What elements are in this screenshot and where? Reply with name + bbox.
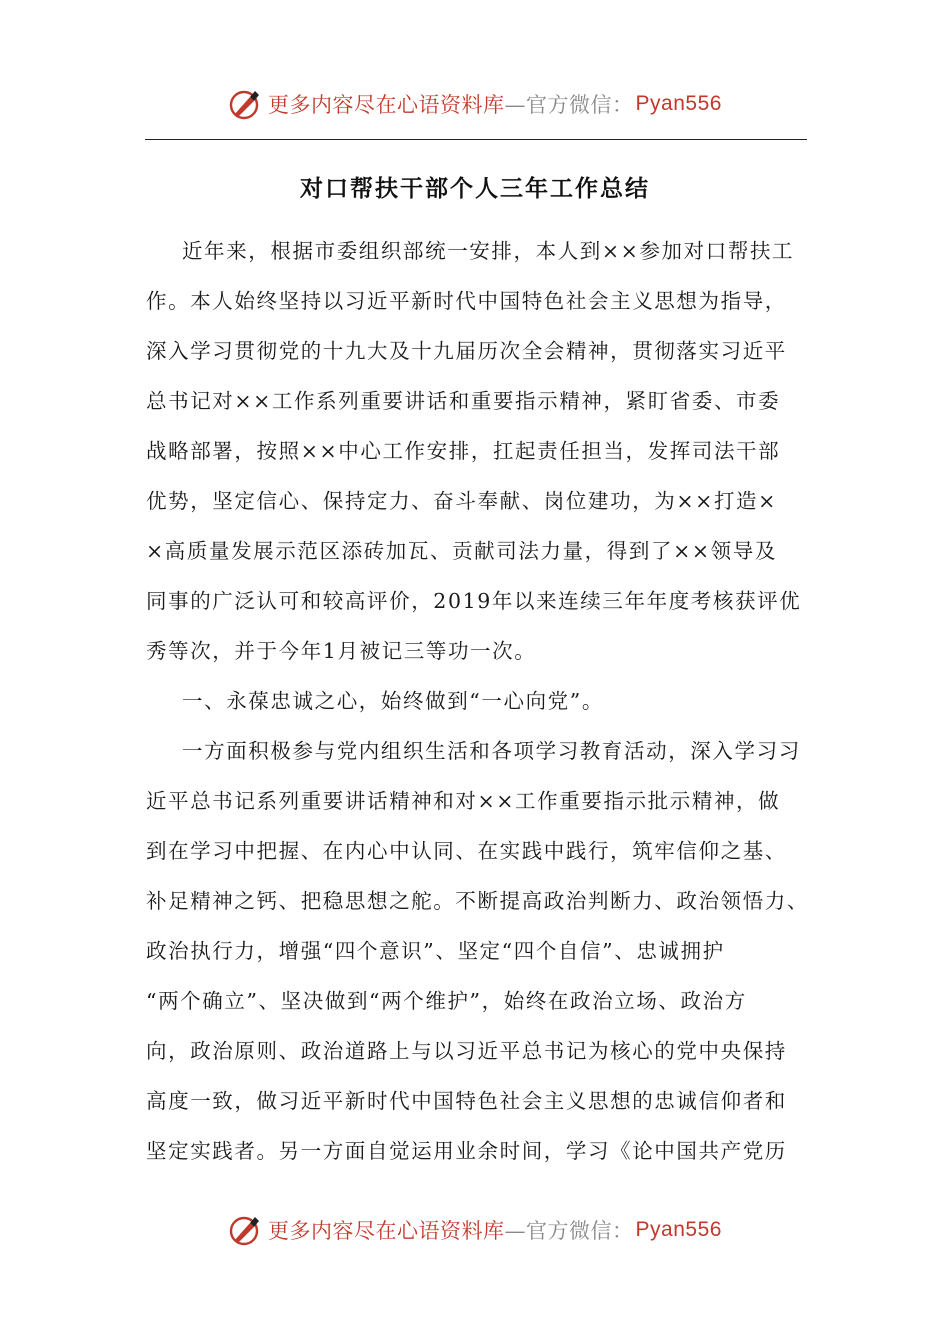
banner-text: 更多内容尽在心语资料库 bbox=[268, 1219, 505, 1243]
paragraph-line: 作。本人始终坚持以习近平新时代中国特色社会主义思想为指导， bbox=[146, 289, 787, 313]
paragraph-line: 秀等次，并于今年1月被记三等功一次。 bbox=[146, 639, 537, 663]
banner-separator: —官方微信： bbox=[504, 93, 634, 117]
banner-wechat-id: Pyan556 bbox=[635, 1218, 722, 1241]
paragraph-line: 坚定实践者。另一方面自觉运用业余时间，学习《论中国共产党历 bbox=[146, 1139, 787, 1163]
paragraph-line: “两个确立”、坚决做到“两个维护”，始终在政治立场、政治方 bbox=[146, 989, 747, 1013]
paragraph-line: ×高质量发展示范区添砖加瓦、贡献司法力量，得到了××领导及 bbox=[146, 539, 777, 563]
section-heading: 一、永葆忠诚之心，始终做到“一心向党”。 bbox=[182, 689, 604, 713]
paragraph-line: 总书记对××工作系列重要讲话和重要指示精神，紧盯省委、市委 bbox=[146, 389, 781, 413]
paragraph-line: 优势，坚定信心、保持定力、奋斗奉献、岗位建功，为××打造× bbox=[146, 489, 777, 513]
paragraph-line: 向，政治原则、政治道路上与以习近平总书记为核心的党中央保持 bbox=[146, 1039, 787, 1063]
pen-logo-icon bbox=[228, 87, 262, 121]
banner-text: 更多内容尽在心语资料库 bbox=[268, 93, 505, 117]
paragraph-line: 补足精神之钙、把稳思想之舵。不断提高政治判断力、政治领悟力、 bbox=[146, 889, 809, 913]
paragraph-line: 近平总书记系列重要讲话精神和对××工作重要指示批示精神，做 bbox=[146, 789, 781, 813]
header-banner bbox=[0, 84, 950, 124]
paragraph-line: 政治执行力，增强“四个意识”、坚定“四个自信”、忠诚拥护 bbox=[146, 939, 725, 963]
paragraph-line: 深入学习贯彻党的十九大及十九届历次全会精神，贯彻落实习近平 bbox=[146, 339, 787, 363]
paragraph-line: 高度一致，做习近平新时代中国特色社会主义思想的忠诚信仰者和 bbox=[146, 1089, 787, 1113]
banner-wechat-id: Pyan556 bbox=[635, 92, 722, 115]
pen-logo-icon bbox=[228, 1213, 262, 1247]
paragraph-line: 到在学习中把握、在内心中认同、在实践中践行，筑牢信仰之基、 bbox=[146, 839, 787, 863]
footer-banner bbox=[0, 1210, 950, 1250]
paragraph-line: 一方面积极参与党内组织生活和各项学习教育活动，深入学习习 bbox=[182, 739, 801, 763]
banner-separator: —官方微信： bbox=[504, 1219, 634, 1243]
document-title: 对口帮扶干部个人三年工作总结 bbox=[300, 176, 650, 202]
paragraph-line: 同事的广泛认可和较高评价，2019年以来连续三年年度考核获评优 bbox=[146, 589, 802, 613]
header-divider bbox=[145, 139, 807, 140]
document-body bbox=[146, 226, 809, 1176]
paragraph-line: 近年来，根据市委组织部统一安排，本人到××参加对口帮扶工 bbox=[182, 239, 795, 263]
paragraph-line: 战略部署，按照××中心工作安排，扛起责任担当，发挥司法干部 bbox=[146, 439, 781, 463]
